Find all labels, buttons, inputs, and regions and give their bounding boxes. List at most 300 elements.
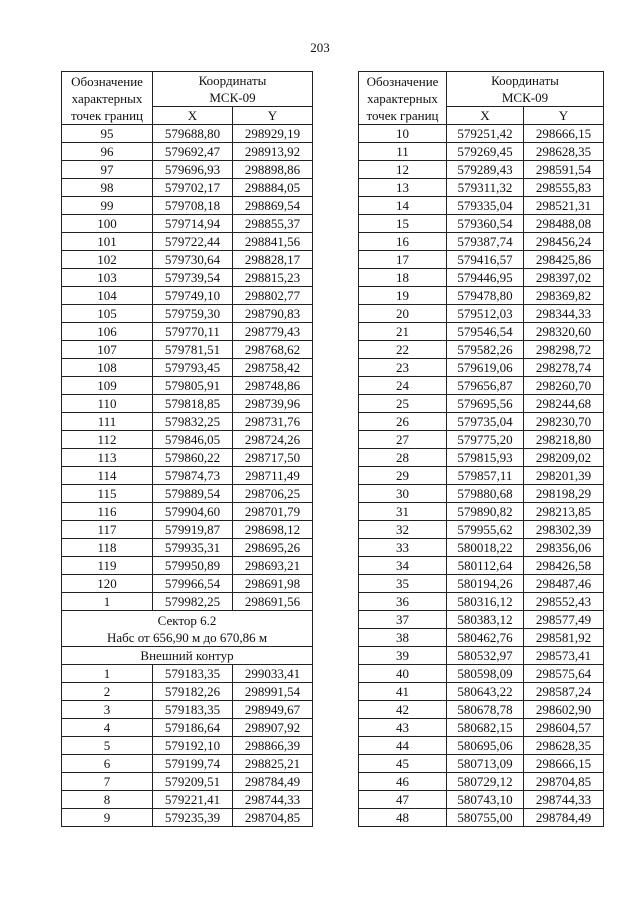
x-coordinate-cell: 579387,74	[447, 233, 524, 251]
point-cell: 10	[359, 125, 447, 143]
point-cell: 1	[62, 593, 153, 611]
x-coordinate-cell: 579702,17	[153, 179, 233, 197]
table-row	[359, 503, 604, 521]
sector-heading-cell	[62, 611, 313, 647]
x-coordinate-cell: 579860,22	[153, 449, 233, 467]
y-coordinate-cell: 298320,60	[524, 323, 604, 341]
coordinates-header-line1: Координаты	[491, 73, 559, 88]
table-row	[62, 719, 313, 737]
y-coordinate-cell: 298577,49	[524, 611, 604, 629]
y-coordinate-cell: 298784,49	[233, 773, 313, 791]
table-row	[359, 143, 604, 161]
point-cell: 46	[359, 773, 447, 791]
x-coordinate-cell: 580598,09	[447, 665, 524, 683]
sector-height-range: Набс от 656,90 м до 670,86 м	[106, 629, 268, 645]
x-coordinate-cell: 580743,10	[447, 791, 524, 809]
y-coordinate-cell: 298779,43	[233, 323, 313, 341]
table-row	[62, 575, 313, 593]
table-row	[359, 557, 604, 575]
point-cell: 48	[359, 809, 447, 827]
x-coordinate-cell: 579269,45	[447, 143, 524, 161]
x-coordinate-cell: 580383,12	[447, 611, 524, 629]
point-cell: 110	[62, 395, 153, 413]
x-coordinate-cell: 579749,10	[153, 287, 233, 305]
coordinates-header-line2: МСК-09	[209, 90, 256, 105]
point-cell: 17	[359, 251, 447, 269]
y-coordinate-cell: 298356,06	[524, 539, 604, 557]
point-cell: 1	[62, 665, 153, 683]
x-coordinate-cell: 579722,44	[153, 233, 233, 251]
table-row	[359, 521, 604, 539]
table-row	[359, 485, 604, 503]
point-cell: 104	[62, 287, 153, 305]
table-row	[62, 215, 313, 233]
sector-title: Сектор 6.2	[157, 612, 217, 628]
x-coordinate-cell: 580194,26	[447, 575, 524, 593]
y-coordinate-cell: 298369,82	[524, 287, 604, 305]
x-coordinate-cell: 580462,76	[447, 629, 524, 647]
y-coordinate-cell: 298209,02	[524, 449, 604, 467]
x-coordinate-cell: 579186,64	[153, 719, 233, 737]
y-coordinate-cell: 298278,74	[524, 359, 604, 377]
x-coordinate-cell: 579730,64	[153, 251, 233, 269]
point-cell: 106	[62, 323, 153, 341]
y-coordinate-cell: 298575,64	[524, 665, 604, 683]
x-coordinate-cell: 580713,09	[447, 755, 524, 773]
table-row	[62, 179, 313, 197]
point-cell: 37	[359, 611, 447, 629]
x-coordinate-cell: 579235,39	[153, 809, 233, 827]
table-row	[62, 287, 313, 305]
point-cell: 43	[359, 719, 447, 737]
x-coordinate-cell: 579289,43	[447, 161, 524, 179]
x-coordinate-cell: 579935,31	[153, 539, 233, 557]
table-row	[62, 467, 313, 485]
y-coordinate-cell: 298587,24	[524, 683, 604, 701]
table-row	[62, 755, 313, 773]
x-coordinate-cell: 580695,06	[447, 737, 524, 755]
point-header-line2: характерных	[367, 90, 438, 106]
y-coordinate-cell: 298825,21	[233, 755, 313, 773]
y-coordinate-cell: 298628,35	[524, 737, 604, 755]
x-column-header: X	[447, 107, 524, 125]
point-cell: 41	[359, 683, 447, 701]
x-coordinate-cell: 579759,30	[153, 305, 233, 323]
table-row	[359, 269, 604, 287]
table-row	[359, 323, 604, 341]
table-row	[359, 251, 604, 269]
table-row	[359, 809, 604, 827]
table-row	[359, 755, 604, 773]
point-cell: 109	[62, 377, 153, 395]
y-coordinate-cell: 298426,58	[524, 557, 604, 575]
table-row	[62, 305, 313, 323]
y-coordinate-cell: 298397,02	[524, 269, 604, 287]
y-coordinate-cell: 298884,05	[233, 179, 313, 197]
point-cell: 5	[62, 737, 153, 755]
table-row	[359, 395, 604, 413]
y-coordinate-cell: 298869,54	[233, 197, 313, 215]
y-coordinate-cell: 298711,49	[233, 467, 313, 485]
x-coordinate-cell: 580532,97	[447, 647, 524, 665]
y-coordinate-cell: 298698,12	[233, 521, 313, 539]
point-cell: 22	[359, 341, 447, 359]
right-rows-block	[359, 125, 604, 827]
x-coordinate-cell: 579209,51	[153, 773, 233, 791]
point-cell: 35	[359, 575, 447, 593]
x-coordinate-cell: 579739,54	[153, 269, 233, 287]
point-cell: 2	[62, 683, 153, 701]
y-coordinate-cell: 298744,33	[524, 791, 604, 809]
table-row	[359, 575, 604, 593]
y-coordinate-cell: 298913,92	[233, 143, 313, 161]
y-coordinate-cell: 298302,39	[524, 521, 604, 539]
y-coordinate-cell: 298260,70	[524, 377, 604, 395]
table-row	[359, 791, 604, 809]
x-coordinate-cell: 579857,11	[447, 467, 524, 485]
point-cell: 33	[359, 539, 447, 557]
point-cell: 3	[62, 701, 153, 719]
point-cell: 107	[62, 341, 153, 359]
x-coordinate-cell: 579714,94	[153, 215, 233, 233]
y-coordinate-cell: 298695,26	[233, 539, 313, 557]
point-cell: 30	[359, 485, 447, 503]
point-cell: 38	[359, 629, 447, 647]
table-row	[62, 143, 313, 161]
point-cell: 47	[359, 791, 447, 809]
table-row	[62, 269, 313, 287]
coordinates-table-right	[358, 71, 604, 827]
point-cell: 6	[62, 755, 153, 773]
table-row	[62, 395, 313, 413]
y-coordinate-cell: 298841,56	[233, 233, 313, 251]
x-coordinate-cell: 579818,85	[153, 395, 233, 413]
table-row	[62, 377, 313, 395]
table-row	[359, 449, 604, 467]
contour-title: Внешний контур	[62, 647, 313, 665]
point-cell: 102	[62, 251, 153, 269]
point-cell: 11	[359, 143, 447, 161]
y-coordinate-cell: 298815,23	[233, 269, 313, 287]
y-coordinate-cell: 298488,08	[524, 215, 604, 233]
x-coordinate-cell: 580755,00	[447, 809, 524, 827]
table-row	[359, 233, 604, 251]
x-coordinate-cell: 579815,93	[447, 449, 524, 467]
point-cell: 100	[62, 215, 153, 233]
y-coordinate-cell: 298898,86	[233, 161, 313, 179]
table-row	[62, 773, 313, 791]
x-coordinate-cell: 579966,54	[153, 575, 233, 593]
x-coordinate-cell: 579335,04	[447, 197, 524, 215]
y-coordinate-cell: 298425,86	[524, 251, 604, 269]
point-cell: 36	[359, 593, 447, 611]
x-coordinate-cell: 579775,20	[447, 431, 524, 449]
point-cell: 27	[359, 431, 447, 449]
y-coordinate-cell: 298666,15	[524, 755, 604, 773]
y-coordinate-cell: 298784,49	[524, 809, 604, 827]
point-cell: 4	[62, 719, 153, 737]
y-coordinate-cell: 298929,19	[233, 125, 313, 143]
table-row	[62, 251, 313, 269]
point-header-line3: точек границ	[366, 107, 439, 123]
x-coordinate-cell: 579656,87	[447, 377, 524, 395]
table-row	[359, 197, 604, 215]
left-rows-block-a	[62, 125, 313, 611]
table-row	[359, 647, 604, 665]
x-coordinate-cell: 579874,73	[153, 467, 233, 485]
table-row	[62, 161, 313, 179]
y-coordinate-cell: 298790,83	[233, 305, 313, 323]
x-coordinate-cell: 579582,26	[447, 341, 524, 359]
table-row	[359, 125, 604, 143]
x-coordinate-cell: 579696,93	[153, 161, 233, 179]
point-cell: 23	[359, 359, 447, 377]
point-cell: 15	[359, 215, 447, 233]
point-cell: 39	[359, 647, 447, 665]
table-row	[359, 341, 604, 359]
x-coordinate-cell: 580018,22	[447, 539, 524, 557]
x-coordinate-cell: 579950,89	[153, 557, 233, 575]
x-coordinate-cell: 579183,35	[153, 701, 233, 719]
coordinates-header	[153, 72, 313, 107]
x-coordinate-cell: 580643,22	[447, 683, 524, 701]
y-column-header: Y	[233, 107, 313, 125]
y-coordinate-cell: 298198,29	[524, 485, 604, 503]
y-coordinate-cell: 298907,92	[233, 719, 313, 737]
x-coordinate-cell: 579251,42	[447, 125, 524, 143]
x-coordinate-cell: 579708,18	[153, 197, 233, 215]
x-coordinate-cell: 579832,25	[153, 413, 233, 431]
point-cell: 8	[62, 791, 153, 809]
table-row	[62, 557, 313, 575]
table-row	[359, 215, 604, 233]
x-coordinate-cell: 579880,68	[447, 485, 524, 503]
point-cell: 28	[359, 449, 447, 467]
point-cell: 99	[62, 197, 153, 215]
y-coordinate-cell: 298552,43	[524, 593, 604, 611]
y-coordinate-cell: 298573,41	[524, 647, 604, 665]
table-row	[359, 431, 604, 449]
table-row	[62, 665, 313, 683]
point-cell: 101	[62, 233, 153, 251]
point-cell: 21	[359, 323, 447, 341]
y-coordinate-cell: 298717,50	[233, 449, 313, 467]
coordinates-header	[447, 72, 604, 107]
y-coordinate-cell: 298555,83	[524, 179, 604, 197]
x-coordinate-cell: 580682,15	[447, 719, 524, 737]
table-row	[62, 197, 313, 215]
y-coordinate-cell: 298758,42	[233, 359, 313, 377]
y-coordinate-cell: 298704,85	[233, 809, 313, 827]
point-cell: 112	[62, 431, 153, 449]
y-coordinate-cell: 298604,57	[524, 719, 604, 737]
table-row	[62, 539, 313, 557]
y-coordinate-cell: 298591,54	[524, 161, 604, 179]
table-row	[62, 791, 313, 809]
table-row	[359, 413, 604, 431]
point-cell: 29	[359, 467, 447, 485]
x-column-header: X	[153, 107, 233, 125]
point-column-header	[359, 72, 447, 125]
y-coordinate-cell: 298701,79	[233, 503, 313, 521]
table-row	[62, 233, 313, 251]
table-row	[62, 503, 313, 521]
point-cell: 97	[62, 161, 153, 179]
y-column-header: Y	[524, 107, 604, 125]
table-row	[359, 593, 604, 611]
coordinates-header-line1: Координаты	[198, 73, 267, 88]
x-coordinate-cell: 579904,60	[153, 503, 233, 521]
point-cell: 25	[359, 395, 447, 413]
x-coordinate-cell: 579192,10	[153, 737, 233, 755]
point-header-line3: точек границ	[70, 107, 144, 123]
x-coordinate-cell: 579546,54	[447, 323, 524, 341]
y-coordinate-cell: 298521,31	[524, 197, 604, 215]
y-coordinate-cell: 298744,33	[233, 791, 313, 809]
table-row	[359, 737, 604, 755]
x-coordinate-cell: 580678,78	[447, 701, 524, 719]
x-coordinate-cell: 579182,26	[153, 683, 233, 701]
point-cell: 120	[62, 575, 153, 593]
y-coordinate-cell: 298855,37	[233, 215, 313, 233]
y-coordinate-cell: 298691,56	[233, 593, 313, 611]
table-row	[62, 485, 313, 503]
point-cell: 31	[359, 503, 447, 521]
table-row	[359, 773, 604, 791]
x-coordinate-cell: 579919,87	[153, 521, 233, 539]
y-coordinate-cell: 299033,41	[233, 665, 313, 683]
table-row	[359, 179, 604, 197]
table-row	[62, 125, 313, 143]
y-coordinate-cell: 298244,68	[524, 395, 604, 413]
y-coordinate-cell: 298218,80	[524, 431, 604, 449]
point-cell: 19	[359, 287, 447, 305]
y-coordinate-cell: 298731,76	[233, 413, 313, 431]
table-row	[359, 683, 604, 701]
sector-section	[62, 611, 313, 665]
y-coordinate-cell: 298866,39	[233, 737, 313, 755]
x-coordinate-cell: 579805,91	[153, 377, 233, 395]
y-coordinate-cell: 298828,17	[233, 251, 313, 269]
point-cell: 96	[62, 143, 153, 161]
table-row	[62, 359, 313, 377]
point-cell: 119	[62, 557, 153, 575]
y-coordinate-cell: 298691,98	[233, 575, 313, 593]
table-row	[62, 323, 313, 341]
x-coordinate-cell: 579183,35	[153, 665, 233, 683]
x-coordinate-cell: 579781,51	[153, 341, 233, 359]
point-header-line1: Обозначение	[71, 73, 143, 89]
table-row	[62, 449, 313, 467]
x-coordinate-cell: 579446,95	[447, 269, 524, 287]
x-coordinate-cell: 579770,11	[153, 323, 233, 341]
table-row	[359, 467, 604, 485]
x-coordinate-cell: 579199,74	[153, 755, 233, 773]
point-cell: 117	[62, 521, 153, 539]
x-coordinate-cell: 579512,03	[447, 305, 524, 323]
y-coordinate-cell: 298693,21	[233, 557, 313, 575]
x-coordinate-cell: 579311,32	[447, 179, 524, 197]
table-row	[62, 521, 313, 539]
table-row	[62, 593, 313, 611]
x-coordinate-cell: 579793,45	[153, 359, 233, 377]
point-cell: 26	[359, 413, 447, 431]
point-cell: 9	[62, 809, 153, 827]
y-coordinate-cell: 298298,72	[524, 341, 604, 359]
x-coordinate-cell: 579982,25	[153, 593, 233, 611]
x-coordinate-cell: 579692,47	[153, 143, 233, 161]
x-coordinate-cell: 579688,80	[153, 125, 233, 143]
table-row	[359, 287, 604, 305]
point-column-header	[62, 72, 153, 125]
point-cell: 13	[359, 179, 447, 197]
point-cell: 16	[359, 233, 447, 251]
table-row	[62, 809, 313, 827]
x-coordinate-cell: 579619,06	[447, 359, 524, 377]
table-row	[62, 683, 313, 701]
x-coordinate-cell: 579955,62	[447, 521, 524, 539]
y-coordinate-cell: 298704,85	[524, 773, 604, 791]
point-cell: 103	[62, 269, 153, 287]
y-coordinate-cell: 298802,77	[233, 287, 313, 305]
point-cell: 111	[62, 413, 153, 431]
y-coordinate-cell: 298748,86	[233, 377, 313, 395]
table-row	[359, 539, 604, 557]
table-row	[359, 701, 604, 719]
y-coordinate-cell: 298666,15	[524, 125, 604, 143]
point-cell: 105	[62, 305, 153, 323]
coordinates-table-left	[61, 71, 313, 827]
x-coordinate-cell: 579221,41	[153, 791, 233, 809]
page-number: 203	[310, 40, 330, 55]
y-coordinate-cell: 298456,24	[524, 233, 604, 251]
x-coordinate-cell: 579360,54	[447, 215, 524, 233]
y-coordinate-cell: 298991,54	[233, 683, 313, 701]
point-cell: 115	[62, 485, 153, 503]
left-rows-block-b	[62, 665, 313, 827]
point-cell: 32	[359, 521, 447, 539]
point-cell: 116	[62, 503, 153, 521]
point-cell: 44	[359, 737, 447, 755]
y-coordinate-cell: 298487,46	[524, 575, 604, 593]
coordinates-header-line2: МСК-09	[501, 90, 549, 105]
point-cell: 12	[359, 161, 447, 179]
y-coordinate-cell: 298768,62	[233, 341, 313, 359]
x-coordinate-cell: 580729,12	[447, 773, 524, 791]
x-coordinate-cell: 579695,56	[447, 395, 524, 413]
point-cell: 34	[359, 557, 447, 575]
point-header-line1: Обозначение	[366, 73, 439, 89]
y-coordinate-cell: 298628,35	[524, 143, 604, 161]
y-coordinate-cell: 298344,33	[524, 305, 604, 323]
table-row	[62, 431, 313, 449]
x-coordinate-cell: 580316,12	[447, 593, 524, 611]
table-row	[359, 161, 604, 179]
table-row	[62, 413, 313, 431]
point-cell: 45	[359, 755, 447, 773]
y-coordinate-cell: 298602,90	[524, 701, 604, 719]
table-row	[359, 359, 604, 377]
point-cell: 118	[62, 539, 153, 557]
x-coordinate-cell: 579889,54	[153, 485, 233, 503]
table-row	[359, 665, 604, 683]
x-coordinate-cell: 579846,05	[153, 431, 233, 449]
y-coordinate-cell: 298739,96	[233, 395, 313, 413]
table-row	[359, 611, 604, 629]
point-header-line2: характерных	[71, 90, 143, 106]
x-coordinate-cell: 579890,82	[447, 503, 524, 521]
table-row	[359, 377, 604, 395]
